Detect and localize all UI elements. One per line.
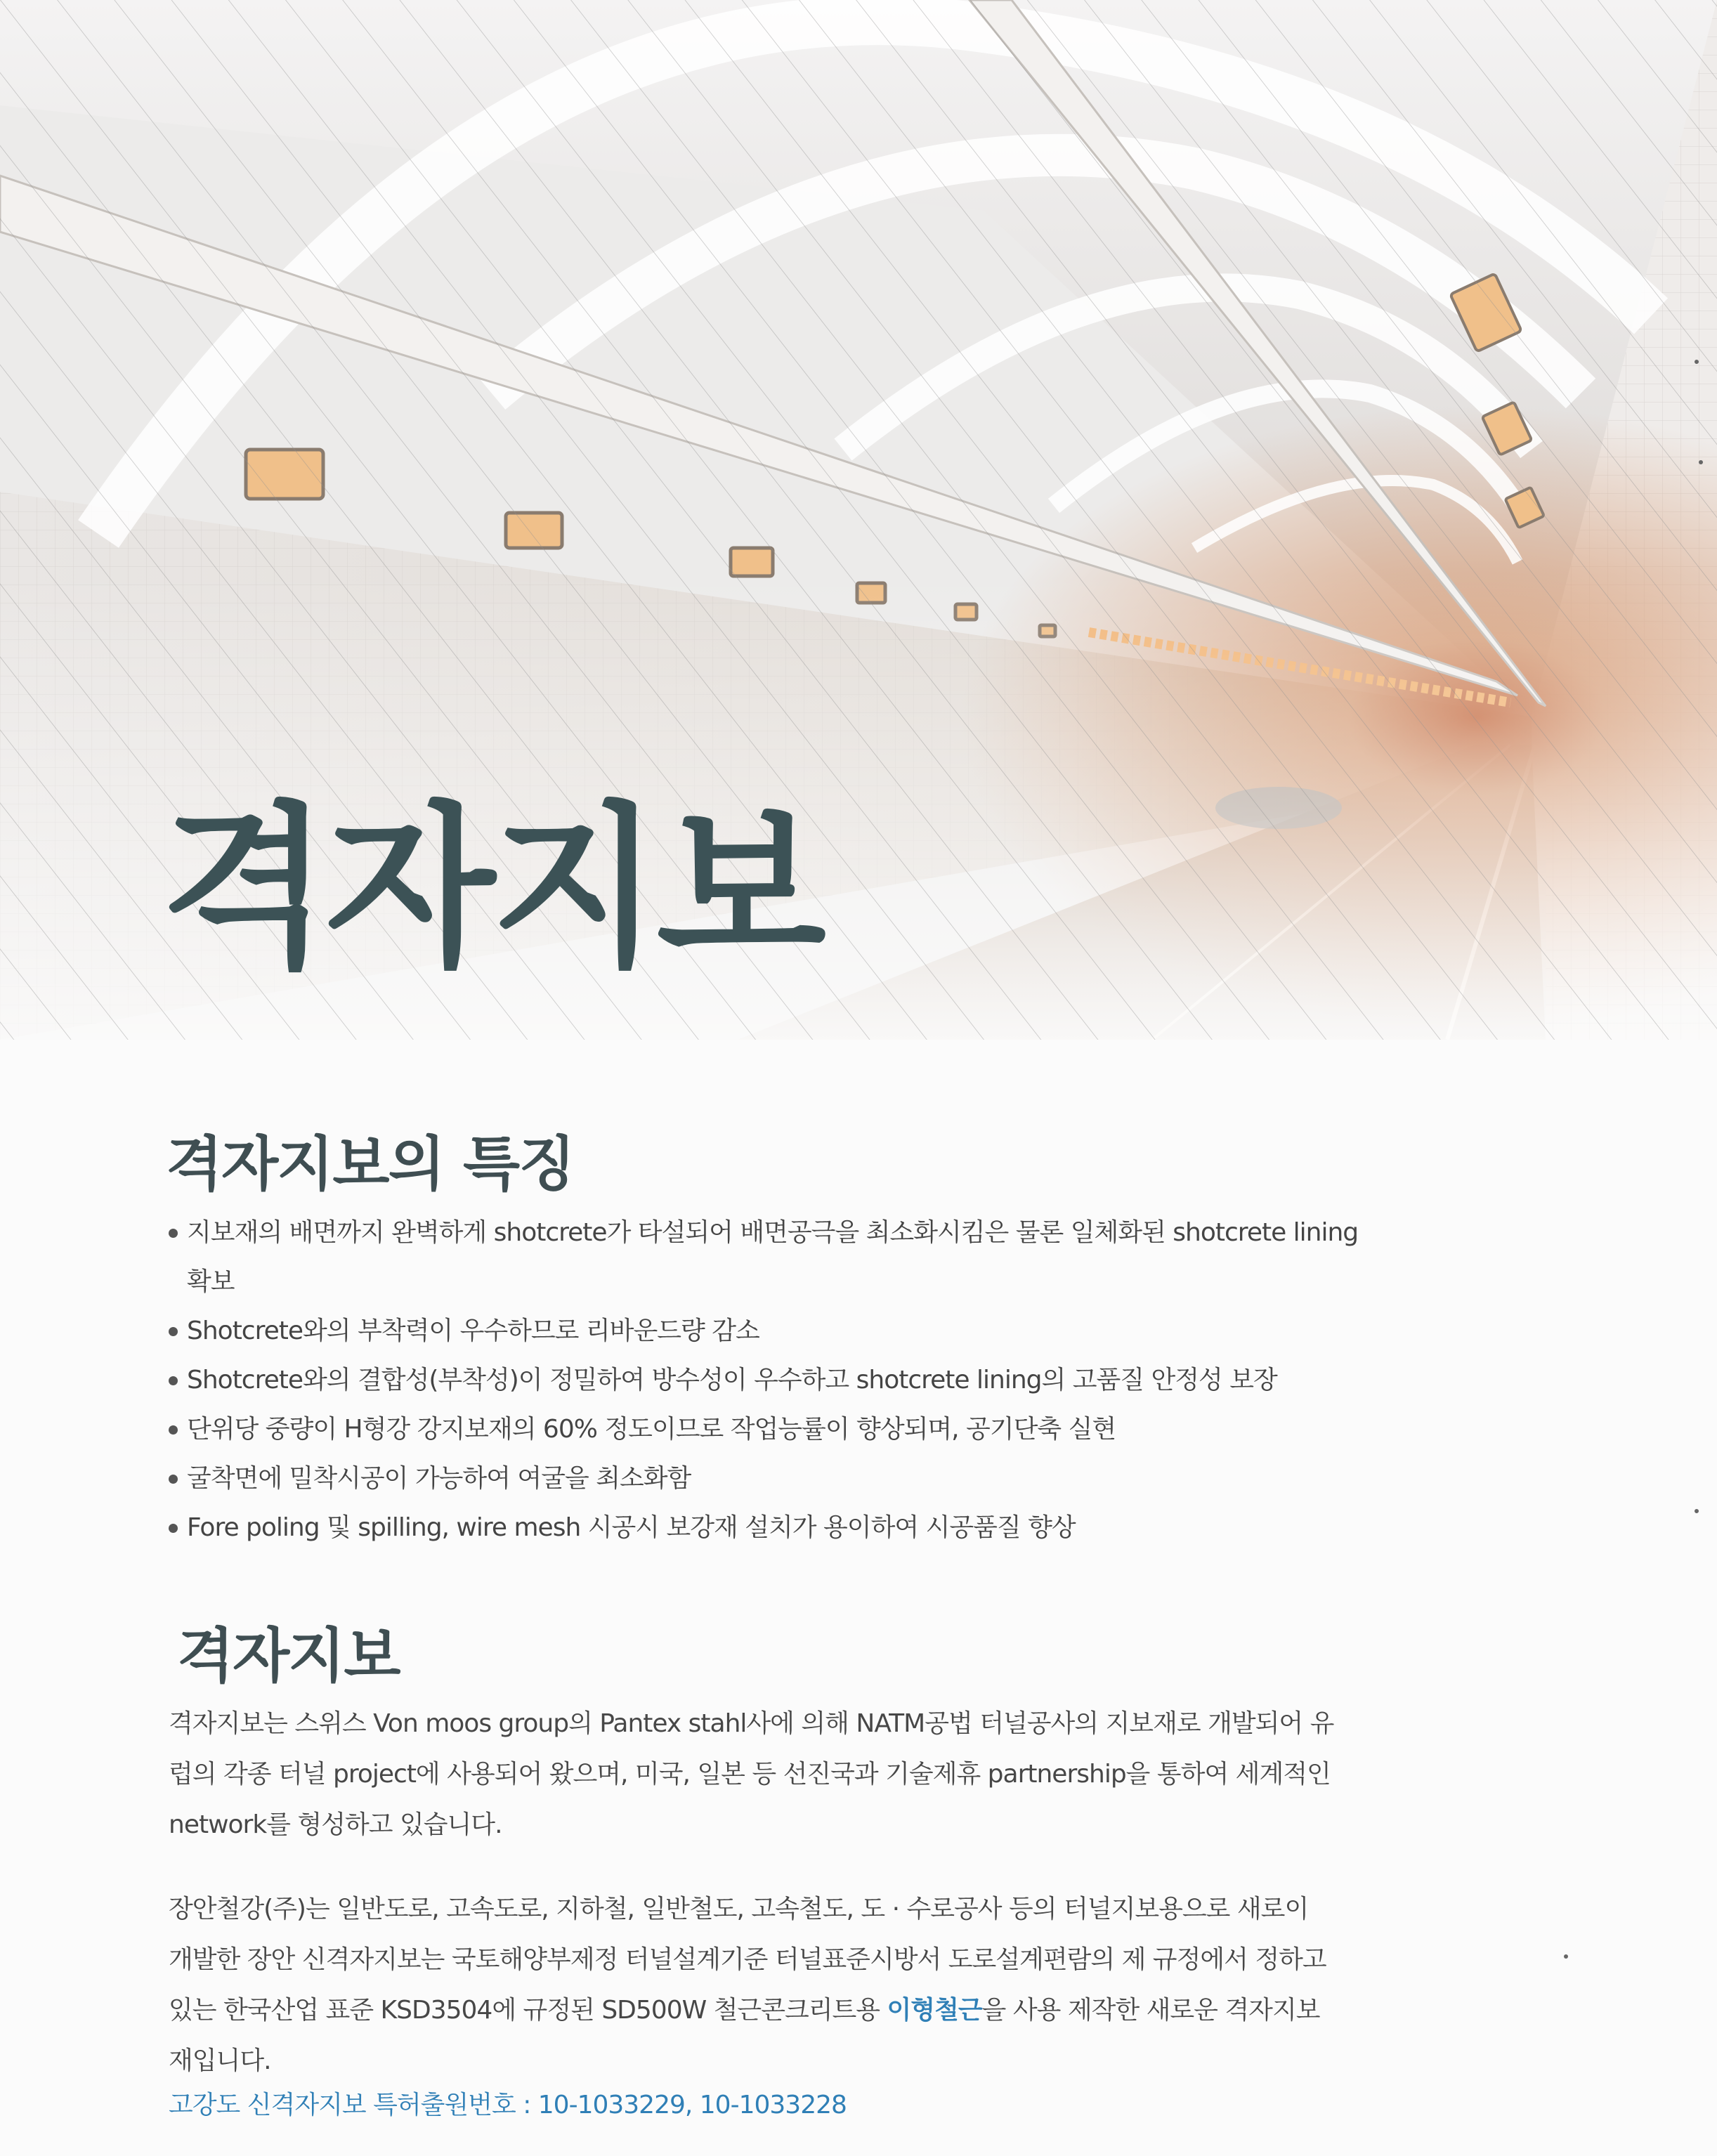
intro-heading: 격자지보 — [177, 1621, 400, 1690]
list-item: 단위당 중량이 H형강 강지보재의 60% 정도이므로 작업능률이 향상되며, 공기단축 실현 — [169, 1405, 1363, 1454]
company-paragraph-end: 을 사용 제작한 새로운 격자지보재입니다. — [169, 1996, 1320, 2075]
scan-speck — [1695, 360, 1699, 364]
list-item: 지보재의 배면까지 완벽하게 shotcrete가 타설되어 배면공극을 최소화시킴은 물론 일체화된 shotcrete lining확보 — [169, 1208, 1363, 1307]
list-item: Shotcrete와의 부착력이 우수하므로 리바운드량 감소 — [169, 1307, 1363, 1356]
scan-speck — [1699, 460, 1703, 464]
highlight-rebar: 이형철근 — [887, 1996, 982, 2025]
company-paragraph-text: 장안철강(주)는 일반도로, 고속도로, 지하철, 일반철도, 고속철도, 도 · 수로공사 등의 터널지보용으로 새로이 개발한 장안 신격자지보는 국토해양부제정 터널설계기준 터널표준시방서 도로설계편람의 제 규정에서 정하고 있는 한국산업 표준 KSD3504에 규정된 SD500W 철근콘크리트용 — [169, 1895, 1326, 2025]
features-heading: 격자지보의 특징 — [166, 1130, 575, 1198]
tunnel-photo — [0, 0, 1717, 1040]
features-list — [169, 1208, 1363, 1553]
list-item: Fore poling 및 spilling, wire mesh 시공시 보강재 설치가 용이하여 시공품질 향상 — [169, 1503, 1363, 1553]
scan-speck — [1564, 1954, 1568, 1959]
company-paragraph — [169, 1884, 1335, 2086]
intro-paragraph: 격자지보는 스위스 Von moos group의 Pantex stahl사에 의해 NATM공법 터널공사의 지보재로 개발되어 유럽의 각종 터널 project에 사용되어 왔으며, 미국, 일본 등 선진국과 기술제휴 partnership을 통하여 세계적인 network를 형성하고 있습니다. — [169, 1709, 1334, 1839]
list-item: Shotcrete와의 결합성(부착성)이 정밀하여 방수성이 우수하고 shotcrete lining의 고품질 안정성 보장 — [169, 1356, 1363, 1405]
patent-number: 고강도 신격자지보 특허출원번호 : 10-1033229, 10-1033228 — [169, 2091, 847, 2119]
list-item: 굴착면에 밀착시공이 가능하여 여굴을 최소화함 — [169, 1454, 1363, 1503]
hero-title: 격자지보 — [160, 786, 822, 991]
scan-speck — [1695, 1509, 1699, 1513]
